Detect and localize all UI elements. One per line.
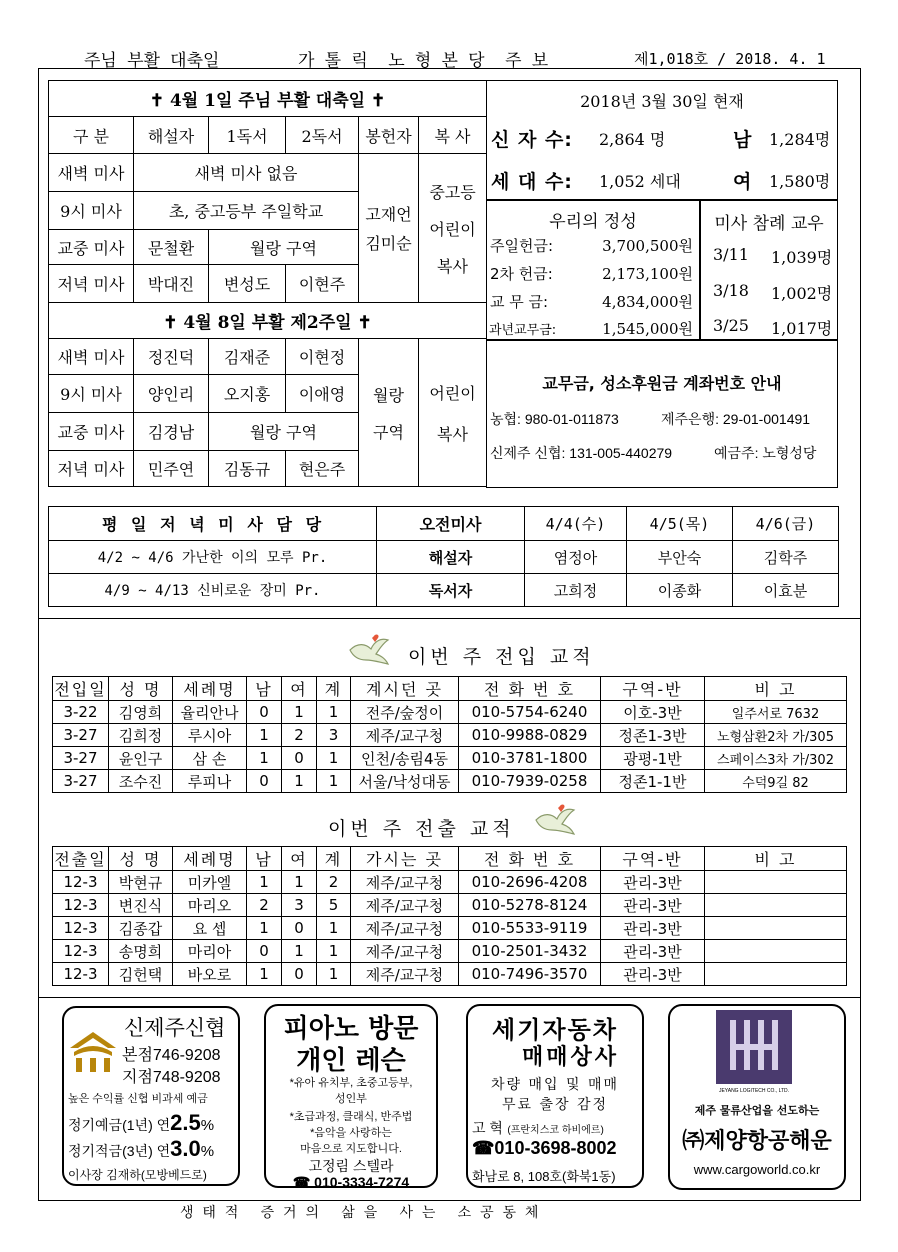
table-cell: 010-5533-9119 [459, 917, 601, 940]
table-cell: 3-27 [53, 770, 109, 793]
reader: 고희정 [525, 574, 627, 607]
table-cell: 1 [317, 940, 351, 963]
female-value: 1,580명 [769, 172, 831, 191]
column-header: 전출일 [53, 847, 109, 871]
table-cell: 정존1-1반 [601, 770, 705, 793]
stats-date: 2018년 3월 30일 현재 [580, 92, 744, 111]
cell: 현은주 [286, 451, 359, 487]
offerers: 월랑 구역 [359, 339, 419, 487]
table-cell [705, 871, 847, 894]
table-cell: 1 [247, 747, 282, 770]
table-cell: 2 [247, 894, 282, 917]
table-cell: 010-5754-6240 [459, 701, 601, 724]
table-cell: 김헌택 [109, 963, 173, 986]
table-cell: 미카엘 [173, 871, 247, 894]
cell: 김동규 [209, 451, 286, 487]
car-address: 화남로 8, 108호(화북1동) [472, 1169, 616, 1184]
table-cell: 1 [247, 917, 282, 940]
piano-phone: ☎ 010-3334-7274 [292, 1174, 410, 1190]
stats-box [486, 80, 838, 200]
credit-union-chair: 이사장 김재하(모방베드로) [68, 1168, 207, 1182]
column-header: 비 고 [705, 847, 847, 871]
table-cell [705, 917, 847, 940]
attendance-date: 3/11 [713, 245, 749, 264]
table-cell: 바오로 [173, 963, 247, 986]
table-cell: 3 [317, 724, 351, 747]
reader: 이효분 [733, 574, 839, 607]
offering-label: 교 무 금: [490, 293, 549, 311]
offering-value: 2,173,100원 [602, 265, 693, 283]
table-cell: 변진식 [109, 894, 173, 917]
table-cell: 제주/교구청 [351, 724, 459, 747]
table-cell: 1 [282, 940, 317, 963]
table-cell: 0 [282, 917, 317, 940]
account-line: 예금주: 노형성당 [714, 445, 817, 461]
table-cell: 12-3 [53, 894, 109, 917]
cargo-logo-caption: JEYANG LOGITECH CO., LTD. [718, 1088, 790, 1094]
table-cell: 루피나 [173, 770, 247, 793]
table-cell: 스페이스3차 가/302 [705, 747, 847, 770]
day-header: 4/5(목) [627, 507, 733, 541]
column-header: 세례명 [173, 677, 247, 701]
servers: 중고등 어린이 복사 [419, 154, 487, 303]
cell: 양인리 [134, 375, 209, 413]
merged-cell: 월랑 구역 [209, 230, 359, 265]
piano-line1: 피아노 방문 [283, 1014, 419, 1044]
ad-car-dealer [466, 1004, 644, 1188]
table-cell: 관리-3반 [601, 940, 705, 963]
table-cell: 010-9988-0829 [459, 724, 601, 747]
day-header: 4/6(금) [733, 507, 839, 541]
car-owner: 고 혁 (프란치스코 하비에르) [472, 1120, 604, 1136]
footer-slogan: 생 태 적 증 거 의 삶 을 사 는 소 공 동 체 [180, 1205, 539, 1221]
table-cell: 0 [282, 963, 317, 986]
piano-teacher: 고정림 스텔라 [308, 1158, 394, 1174]
table-cell: 0 [247, 770, 282, 793]
table-cell: 1 [317, 770, 351, 793]
believers-label: 신 자 수: [491, 129, 573, 151]
mass-label: 저녁 미사 [49, 265, 134, 303]
column-header: 전입일 [53, 677, 109, 701]
column-header: 비 고 [705, 677, 847, 701]
car-body: 차량 매입 및 매매 [490, 1077, 620, 1093]
cell: 문철환 [134, 230, 209, 265]
column-header: 계시던 곳 [351, 677, 459, 701]
table-cell: 010-7939-0258 [459, 770, 601, 793]
ad-cargo [668, 1004, 846, 1190]
mass-label: 9시 미사 [49, 375, 134, 413]
column-header: 전 화 번 호 [459, 847, 601, 871]
transfer-in-title: 이번 주 전입 교적 [408, 646, 595, 668]
commentator: 염정아 [525, 541, 627, 574]
attendance-title: 미사 참례 교우 [714, 214, 824, 234]
table-row [53, 963, 847, 986]
account-line: 농협: 980-01-011873 [490, 411, 619, 427]
table-cell: 관리-3반 [601, 871, 705, 894]
column-header: 계 [317, 677, 351, 701]
table-cell: 마리아 [173, 940, 247, 963]
cell: 변성도 [209, 265, 286, 303]
table-cell: 전주/숲정이 [351, 701, 459, 724]
weekday-table [48, 506, 839, 607]
col-header: 구 분 [49, 117, 134, 154]
account-box [486, 340, 838, 488]
offering-value: 4,834,000원 [602, 293, 693, 311]
cell: 박대진 [134, 265, 209, 303]
table-cell: 1 [317, 701, 351, 724]
cell: 민주연 [134, 451, 209, 487]
weekday-row: 4/2 ~ 4/6 가난한 이의 모루 Pr. [49, 541, 377, 574]
mass-label: 교중 미사 [49, 230, 134, 265]
merged-cell: 월랑 구역 [209, 413, 359, 451]
rate-1: 정기예금(1년) 연2.5% [68, 1110, 215, 1135]
mass-label: 9시 미사 [49, 192, 134, 230]
cell: 김재준 [209, 339, 286, 375]
cell: 김경남 [134, 413, 209, 451]
column-header: 성 명 [109, 677, 173, 701]
table-cell: 제주/교구청 [351, 963, 459, 986]
table-cell: 010-7496-3570 [459, 963, 601, 986]
table-cell [705, 940, 847, 963]
mass-label: 저녁 미사 [49, 451, 134, 487]
table-cell: 제주/교구청 [351, 917, 459, 940]
merged-cell: 새벽 미사 없음 [134, 154, 359, 192]
col-header: 봉헌자 [359, 117, 419, 154]
table-cell: 1 [247, 963, 282, 986]
header-left: 주님 부활 대축일 [84, 51, 220, 71]
column-header: 구역-반 [601, 677, 705, 701]
car-line2: 매매상사 [522, 1045, 620, 1070]
column-header: 여 [282, 847, 317, 871]
offerers: 고재언 김미순 [359, 154, 419, 303]
table-cell: 인천/송림4동 [351, 747, 459, 770]
mass-label: 새벽 미사 [49, 339, 134, 375]
attendance-count: 1,002명 [771, 284, 833, 303]
transfer-out-title: 이번 주 전출 교적 [328, 818, 515, 840]
table-cell: 3 [282, 894, 317, 917]
table-cell: 1 [247, 871, 282, 894]
table-cell: 관리-3반 [601, 963, 705, 986]
transfer-in-table [52, 676, 847, 793]
offering-label: 주일헌금: [490, 237, 554, 255]
header-right: 제1,018호 / 2018. 4. 1 [634, 50, 826, 68]
car-line1: 세기자동차 [492, 1016, 618, 1044]
table-cell: 노형삼환2차 가/305 [705, 724, 847, 747]
day-header: 4/4(수) [525, 507, 627, 541]
ad-credit-union [62, 1006, 240, 1186]
attendance-count: 1,017명 [771, 319, 833, 338]
credit-union-main: 본점746-9208 [122, 1047, 221, 1064]
table-cell: 0 [247, 940, 282, 963]
table-cell: 마리오 [173, 894, 247, 917]
credit-union-tag: 높은 수익률 신협 비과세 예금 [68, 1093, 208, 1105]
reader-label: 독서자 [377, 574, 525, 607]
servers: 어린이 복사 [419, 339, 487, 487]
offering-label: 과년교무금: [489, 323, 557, 338]
weekday-title: 평 일 저 녁 미 사 담 당 [49, 507, 377, 541]
morning-title: 오전미사 [377, 507, 525, 541]
table-cell: 3-27 [53, 747, 109, 770]
table-cell: 2 [317, 871, 351, 894]
male-value: 1,284명 [769, 130, 831, 149]
households-label: 세 대 수: [491, 171, 573, 193]
table-cell: 1 [247, 724, 282, 747]
table-cell: 3-27 [53, 724, 109, 747]
col-header: 1독서 [209, 117, 286, 154]
believers-value: 2,864 명 [599, 130, 666, 149]
table-cell: 송명희 [109, 940, 173, 963]
table-cell [705, 894, 847, 917]
transfer-out-table [52, 846, 847, 986]
table-cell: 관리-3반 [601, 894, 705, 917]
table-cell: 요 셉 [173, 917, 247, 940]
attendance-date: 3/25 [713, 316, 749, 335]
divider [38, 618, 861, 619]
account-line: 제주은행: 29-01-001491 [661, 411, 811, 427]
attendance-date: 3/18 [713, 281, 749, 300]
table-cell: 윤인구 [109, 747, 173, 770]
table-cell: 1 [282, 701, 317, 724]
cargo-name: ㈜제양항공해운 [682, 1129, 832, 1154]
table-cell: 관리-3반 [601, 917, 705, 940]
attendance-box [700, 200, 838, 340]
table-cell: 제주/교구청 [351, 940, 459, 963]
table-cell: 제주/교구청 [351, 894, 459, 917]
table-row [53, 701, 847, 724]
mass-label: 새벽 미사 [49, 154, 134, 192]
offering-value: 3,700,500원 [602, 237, 693, 255]
merged-cell: 초, 중고등부 주일학교 [134, 192, 359, 230]
commentator: 부안숙 [627, 541, 733, 574]
header-center: 가 톨 릭 노 형 본 당 주 보 [298, 51, 549, 71]
april1-title: ✝ 4월 1일 주님 부활 대축일 ✝ [49, 81, 487, 117]
car-phone: ☎010-3698-8002 [472, 1138, 617, 1158]
column-header: 남 [247, 677, 282, 701]
table-row [53, 871, 847, 894]
attendance-count: 1,039명 [771, 248, 833, 267]
cell: 정진덕 [134, 339, 209, 375]
table-cell: 5 [317, 894, 351, 917]
column-header: 구역-반 [601, 847, 705, 871]
ad-piano [264, 1004, 438, 1188]
cell: 오지홍 [209, 375, 286, 413]
table-cell: 12-3 [53, 871, 109, 894]
credit-union-name: 신제주신협 [124, 1017, 226, 1040]
table-cell: 1 [317, 917, 351, 940]
table-cell: 광평-1반 [601, 747, 705, 770]
table-cell: 김희정 [109, 724, 173, 747]
cargo-url: www.cargoworld.co.kr [693, 1162, 821, 1177]
male-label: 남 [733, 129, 752, 151]
table-cell: 서울/낙성대동 [351, 770, 459, 793]
table-cell: 이호-3반 [601, 701, 705, 724]
table-cell: 1 [317, 747, 351, 770]
table-row [53, 747, 847, 770]
cargo-slogan: 제주 물류산업을 선도하는 [694, 1104, 820, 1117]
table-cell: 정존1-3반 [601, 724, 705, 747]
table-cell: 2 [282, 724, 317, 747]
col-header: 복 사 [419, 117, 487, 154]
column-header: 남 [247, 847, 282, 871]
col-header: 해설자 [134, 117, 209, 154]
piano-body: *초급과정, 클래식, 반주법 [289, 1111, 413, 1123]
table-row [53, 940, 847, 963]
table-cell: 010-2501-3432 [459, 940, 601, 963]
column-header: 여 [282, 677, 317, 701]
commentator: 김학주 [733, 541, 839, 574]
reader: 이종화 [627, 574, 733, 607]
credit-union-logo-icon [68, 1030, 118, 1074]
weekday-row: 4/9 ~ 4/13 신비로운 장미 Pr. [49, 574, 377, 607]
households-value: 1,052 세대 [599, 172, 681, 191]
dove-icon [344, 634, 394, 668]
credit-union-branch: 지점748-9208 [122, 1069, 221, 1086]
account-title: 교무금, 성소후원금 계좌번호 안내 [542, 374, 782, 393]
table-cell: 3-22 [53, 701, 109, 724]
table-cell: 010-5278-8124 [459, 894, 601, 917]
table-cell: 1 [282, 871, 317, 894]
table-cell: 김영희 [109, 701, 173, 724]
offering-label: 2차 헌금: [490, 265, 553, 283]
table-cell: 12-3 [53, 917, 109, 940]
table-cell: 0 [282, 747, 317, 770]
liturgy-roster [48, 80, 487, 487]
female-label: 여 [733, 171, 752, 193]
column-header: 계 [317, 847, 351, 871]
col-header: 2독서 [286, 117, 359, 154]
table-cell: 0 [247, 701, 282, 724]
table-cell [705, 963, 847, 986]
table-cell: 조수진 [109, 770, 173, 793]
column-header: 성 명 [109, 847, 173, 871]
rate-2: 정기적금(3년) 연3.0% [68, 1136, 215, 1161]
table-cell: 박현규 [109, 871, 173, 894]
table-row [53, 724, 847, 747]
april8-title: ✝ 4월 8일 부활 제2주일 ✝ [49, 303, 487, 339]
offering-value: 1,545,000원 [602, 320, 693, 338]
table-cell: 일주서로 7632 [705, 701, 847, 724]
table-cell: 김종갑 [109, 917, 173, 940]
table-cell: 12-3 [53, 940, 109, 963]
piano-body: 성인부 [335, 1093, 367, 1105]
offering-box [486, 200, 700, 340]
table-row [53, 917, 847, 940]
table-cell: 010-2696-4208 [459, 871, 601, 894]
column-header: 세례명 [173, 847, 247, 871]
cell: 이현정 [286, 339, 359, 375]
piano-body: 마음으로 지도합니다. [300, 1143, 402, 1155]
table-cell: 루시아 [173, 724, 247, 747]
cargo-logo-icon [716, 1010, 792, 1084]
table-cell: 12-3 [53, 963, 109, 986]
table-cell: 수덕9길 82 [705, 770, 847, 793]
table-cell: 1 [282, 770, 317, 793]
table-cell: 제주/교구청 [351, 871, 459, 894]
table-row [53, 894, 847, 917]
table-cell: 010-3781-1800 [459, 747, 601, 770]
divider [38, 997, 861, 998]
piano-body: *음악을 사랑하는 [310, 1127, 392, 1139]
mass-label: 교중 미사 [49, 413, 134, 451]
account-line: 신제주 신협: 131-005-440279 [490, 445, 673, 461]
car-body: 무료 출장 감정 [501, 1097, 609, 1113]
offering-title: 우리의 정성 [549, 212, 637, 232]
dove-icon [530, 804, 580, 838]
column-header: 가시는 곳 [351, 847, 459, 871]
commentator-label: 해설자 [377, 541, 525, 574]
table-row [53, 770, 847, 793]
piano-body: *유아 유치부, 초중고등부, [289, 1077, 413, 1089]
cell: 이애영 [286, 375, 359, 413]
cell: 이현주 [286, 265, 359, 303]
table-cell: 삼 손 [173, 747, 247, 770]
piano-line2: 개인 레슨 [296, 1046, 406, 1076]
table-cell: 율리안나 [173, 701, 247, 724]
table-cell: 1 [317, 963, 351, 986]
column-header: 전 화 번 호 [459, 677, 601, 701]
